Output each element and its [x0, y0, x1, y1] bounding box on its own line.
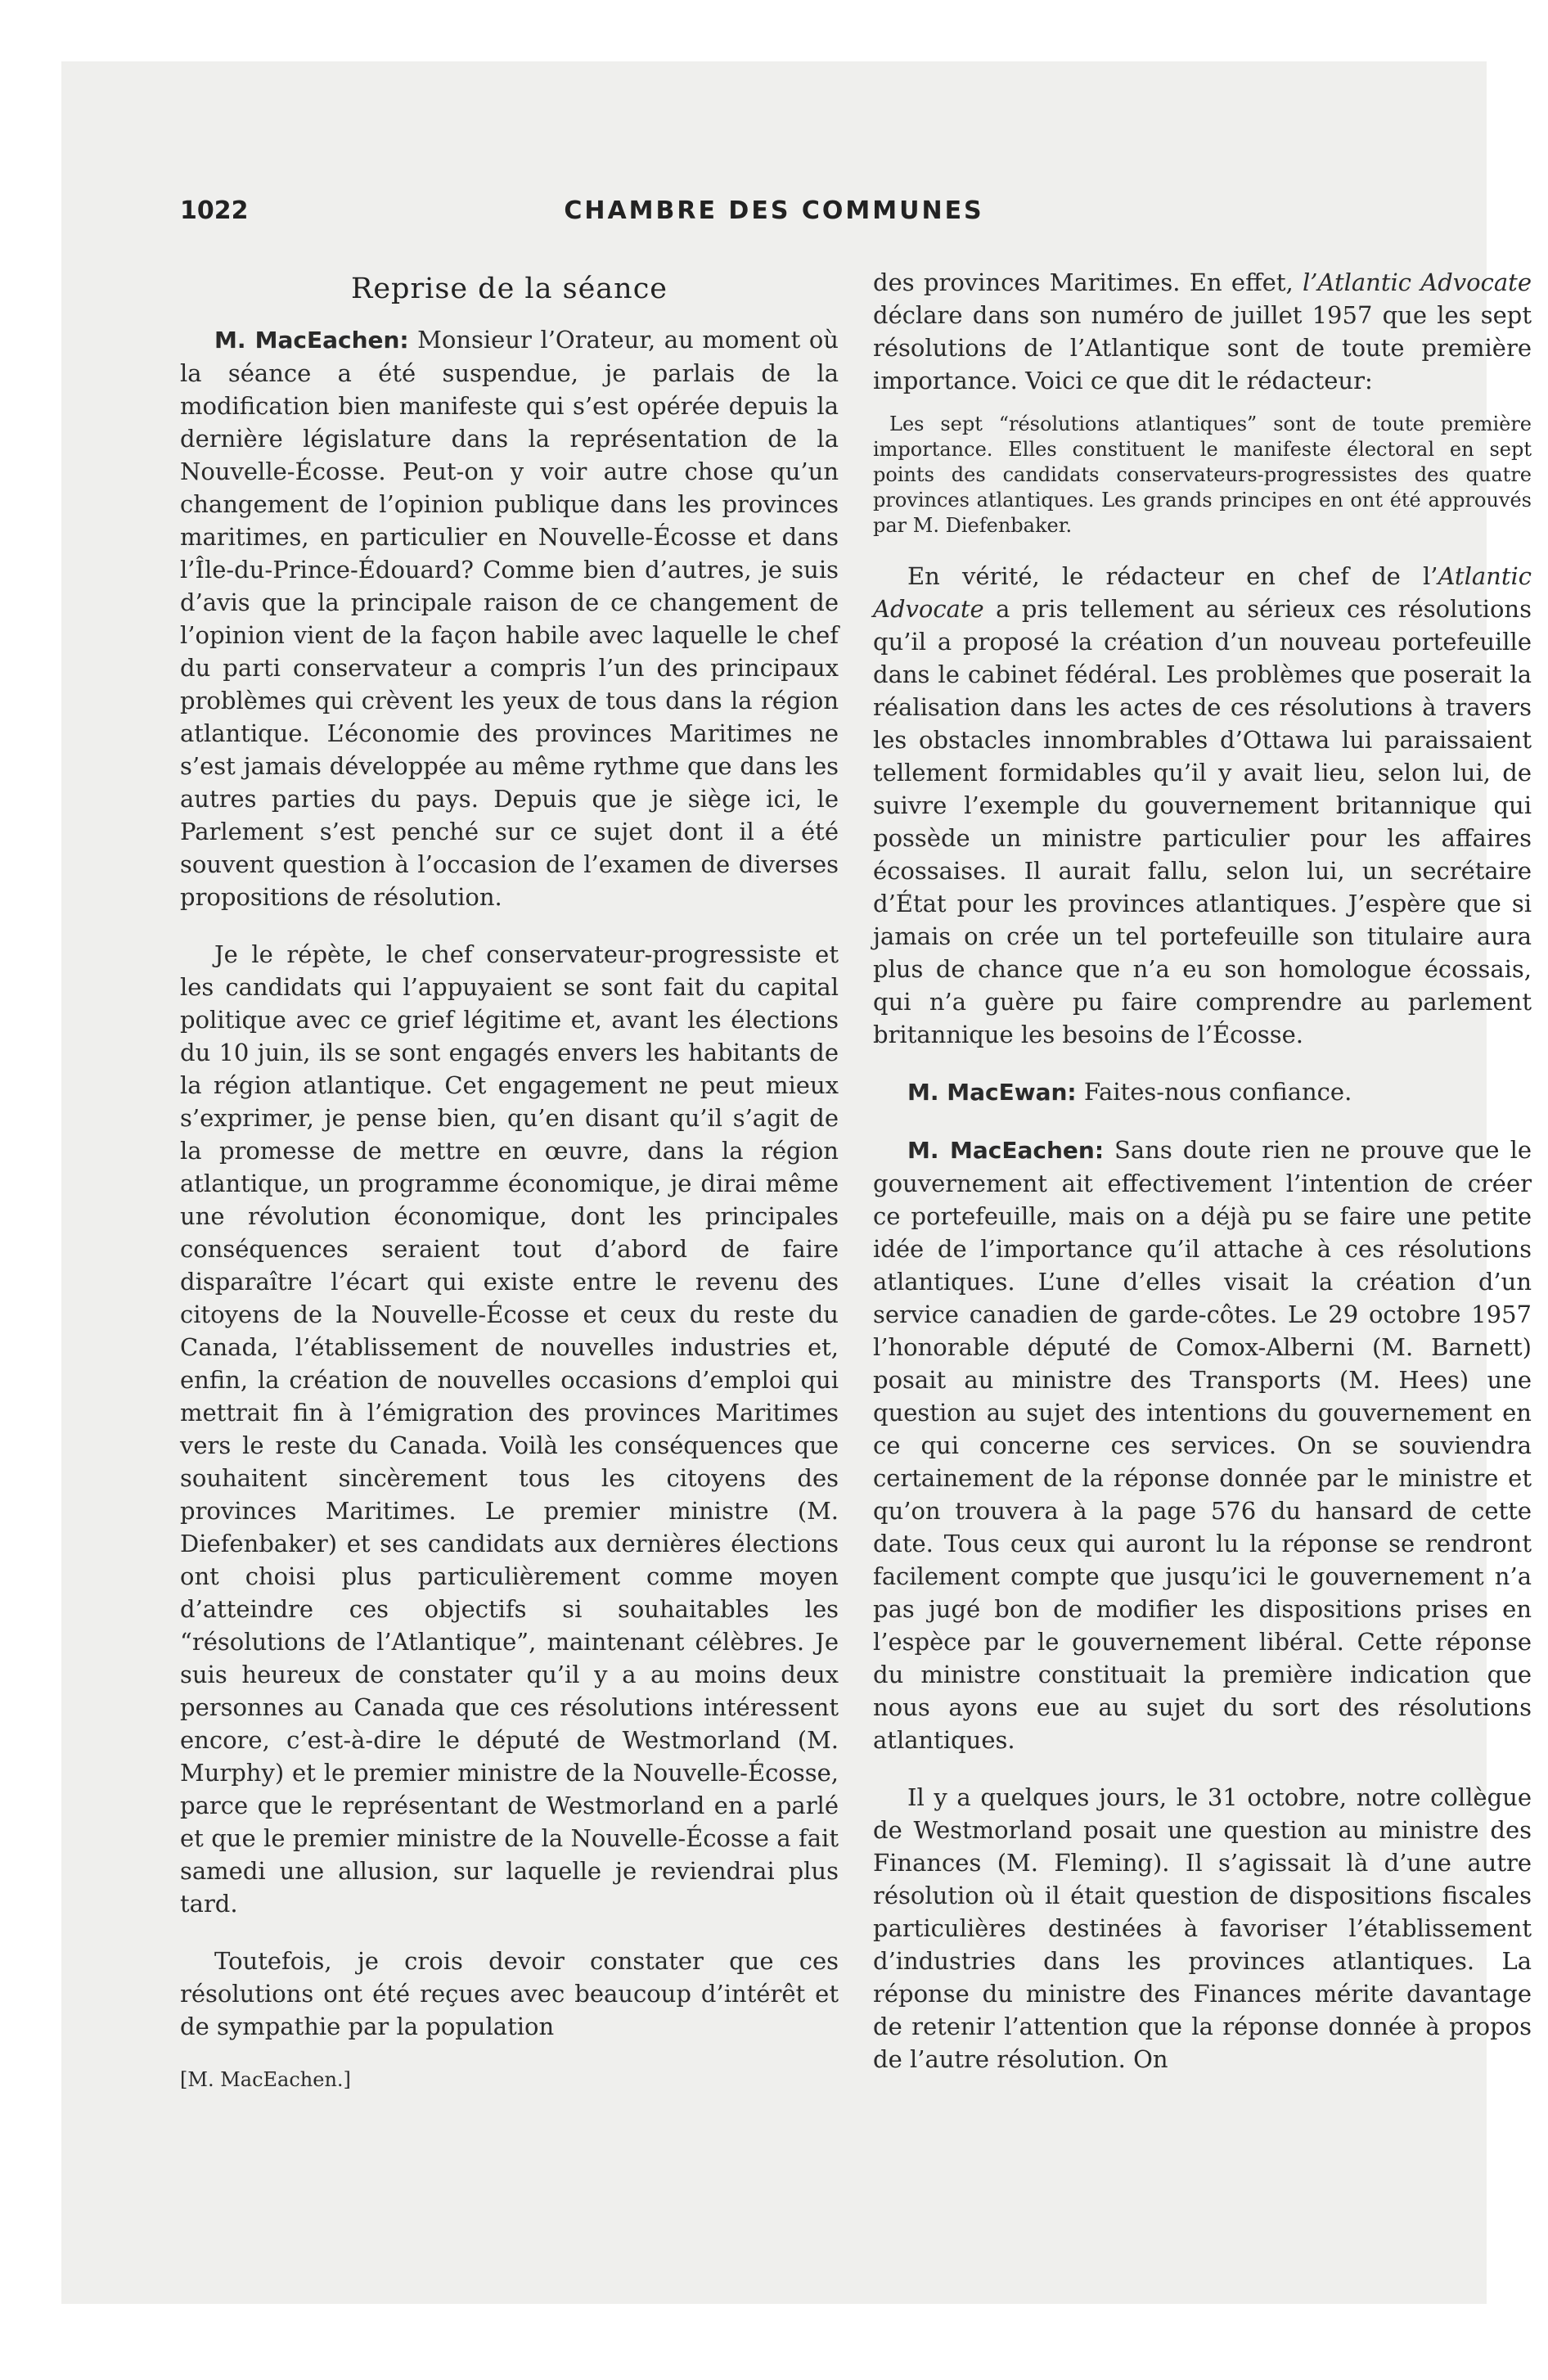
right-column: [873, 266, 1532, 2263]
page-number: 1022: [180, 196, 249, 225]
scanned-page: [61, 61, 1532, 2304]
paragraph: Je le répète, le chef conservateur-progressiste et les candidats qui l’appuyaient se sont fait du capital politique avec ce grief légitime et, avant les élections du 10 juin, ils se sont engagés envers les habitants de la région atlantique. Cet engagement ne peut mieux s’exprimer, je pense bien, qu’en disant qu’il s’agit de la promesse de mettre en œuvre, dans la région atlantique, un programme économique, je dirai même une révolution économique, dont les principales conséquences seraient tout d’abord de faire disparaître l’écart qui existe entre le revenu des citoyens de la Nouvelle-Écosse et ceux du reste du Canada, l’établissement de nouvelles industries et, enfin, la création de nouvelles occasions d’emploi qui mettrait fin à l’émigration des provinces Maritimes vers le reste du Canada. Voilà les conséquences que souhaitent sincèrement tous les citoyens des provinces Maritimes. Le premier ministre (M. Diefenbaker) et ses candidats aux dernières élections ont choisi plus particulièrement comme moyen d’atteindre ces objectifs si souhaitables les “résolutions de l’Atlantique”, maintenant célèbres. Je suis heureux de constater qu’il y a au moins deux personnes au Canada que ces résolutions intéressent encore, c’est-à-dire le député de Westmorland (M. Murphy) et le premier ministre de la Nouvelle-Écosse, parce que le représentant de Westmorland en a parlé et que le premier ministre de la Nouvelle-Écosse a fait samedi une allusion, sur laquelle je reviendrai plus tard.: [180, 940, 839, 1918]
block-quote: Les sept “résolutions atlantiques” sont de toute première importance. Elles constituent le manifeste électoral en sept points des candidats conservateurs-progressistes des quatre provinces atlantiques. Les grands principes en ont été approuvés par M. Diefenbaker.: [873, 412, 1532, 537]
paragraph-text: des provinces Maritimes. En effet,: [873, 268, 1303, 296]
paragraph: [873, 1075, 1532, 1109]
paragraph-text: Faites-nous confiance.: [1076, 1078, 1352, 1106]
paragraph-text: a pris tellement au sérieux ces résolutions qu’il a proposé la création d’un nouveau portefeuille dans le cabinet fédéral. Les problèmes que poserait la réalisation dans les actes de ces résolutions à travers les obstacles innombrables d’Ottawa lui paraissaient tellement formidables qu’il y avait lieu, selon lui, de suivre l’exemple du gouvernement britannique qui possède un ministre particulier pour les affaires écossaises. Il aurait fallu, selon lui, un secrétaire d’État pour les provinces atlantiques. J’espère que si jamais on crée un tel portefeuille son titulaire aura plus de chance que n’a eu son homologue écossais, qui n’a guère pu faire comprendre au parlement britannique les besoins de l’Écosse.: [873, 595, 1532, 1048]
speaker-name: M. MacEachen:: [907, 1137, 1105, 1164]
paragraph: [873, 266, 1532, 397]
running-head: CHAMBRE DES COMMUNES: [564, 196, 984, 225]
paragraph: [873, 560, 1532, 1051]
publication-title: Atlantic Advocate: [873, 562, 1532, 623]
paragraph-text: En vérité, le rédacteur en chef de l’: [907, 562, 1438, 590]
paragraph: Toutefois, je crois devoir constater que ces résolutions ont été reçues avec beaucoup d’intérêt et de sympathie par la population: [180, 1947, 839, 2040]
speaker-name: M. MacEachen:: [214, 327, 409, 354]
section-title: Reprise de la séance: [350, 273, 668, 305]
paragraph-text: déclare dans son numéro de juillet 1957 que les sept résolutions de l’Atlantique sont de toute première importance. Voici ce que dit le rédacteur:: [873, 301, 1532, 394]
left-column: [180, 266, 839, 2263]
speaker-name: M. MacEwan:: [907, 1079, 1077, 1106]
speaker-footnote: [M. MacEachen.]: [180, 2068, 351, 2091]
paragraph: Il y a quelques jours, le 31 octobre, notre collègue de Westmorland posait une question au ministre des Finances (M. Fleming). Il s’agissait là d’une autre résolution où il était question de dispositions fiscales particulières destinées à favoriser l’établissement d’industries dans les provinces atlantiques. La réponse du ministre des Finances mérite davantage de retenir l’attention que la réponse donnée à propos de l’autre résolution. On: [873, 1783, 1532, 2073]
paragraph-text: Sans doute rien ne prouve que le gouvernement ait effectivement l’intention de créer ce portefeuille, mais on a déjà pu se faire une petite idée de l’importance qu’il attache à ces résolutions atlantiques. L’une d’elles visait la création d’un service canadien de garde-côtes. Le 29 octobre 1957 l’honorable député de Comox-Alberni (M. Barnett) posait au ministre des Transports (M. Hees) une question au sujet des intentions du gouvernement en ce qui concerne ces services. On se souviendra certainement de la réponse donnée par le ministre et qu’on trouvera à la page 576 du hansard de cette date. Tous ceux qui auront lu la réponse se rendront facilement compte que jusqu’ici le gouvernement n’a pas jugé bon de modifier les dispositions prises en l’espèce par le gouvernement libéral. Cette réponse du ministre constituait la première indication que nous ayons eue au sujet du sort des résolutions atlantiques.: [873, 1136, 1532, 1754]
paragraph: [180, 323, 839, 913]
paragraph: [873, 1134, 1532, 1756]
page-header: [180, 196, 1368, 246]
publication-title: l’Atlantic Advocate: [1303, 268, 1532, 296]
paragraph-text: Monsieur l’Orateur, au moment où la séance a été suspendue, je parlais de la modification bien manifeste qui s’est opérée depuis la dernière législature dans la représentation de la Nouvelle-Écosse. Peut-on y voir autre chose qu’un changement de l’opinion publique dans les provinces maritimes, en particulier en Nouvelle-Écosse et dans l’Île-du-Prince-Édouard? Comme bien d’autres, je suis d’avis que la principale raison de ce changement de l’opinion vient de la façon habile avec laquelle le chef du parti conservateur a compris l’un des principaux problèmes qui crèvent les yeux de tous dans la région atlantique. L’économie des provinces Maritimes ne s’est jamais développée au même rythme que dans les autres parties du pays. Depuis que je siège ici, le Parlement s’est penché sur ce sujet dont il a été souvent question à l’occasion de l’examen de diverses propositions de résolution.: [180, 326, 839, 911]
